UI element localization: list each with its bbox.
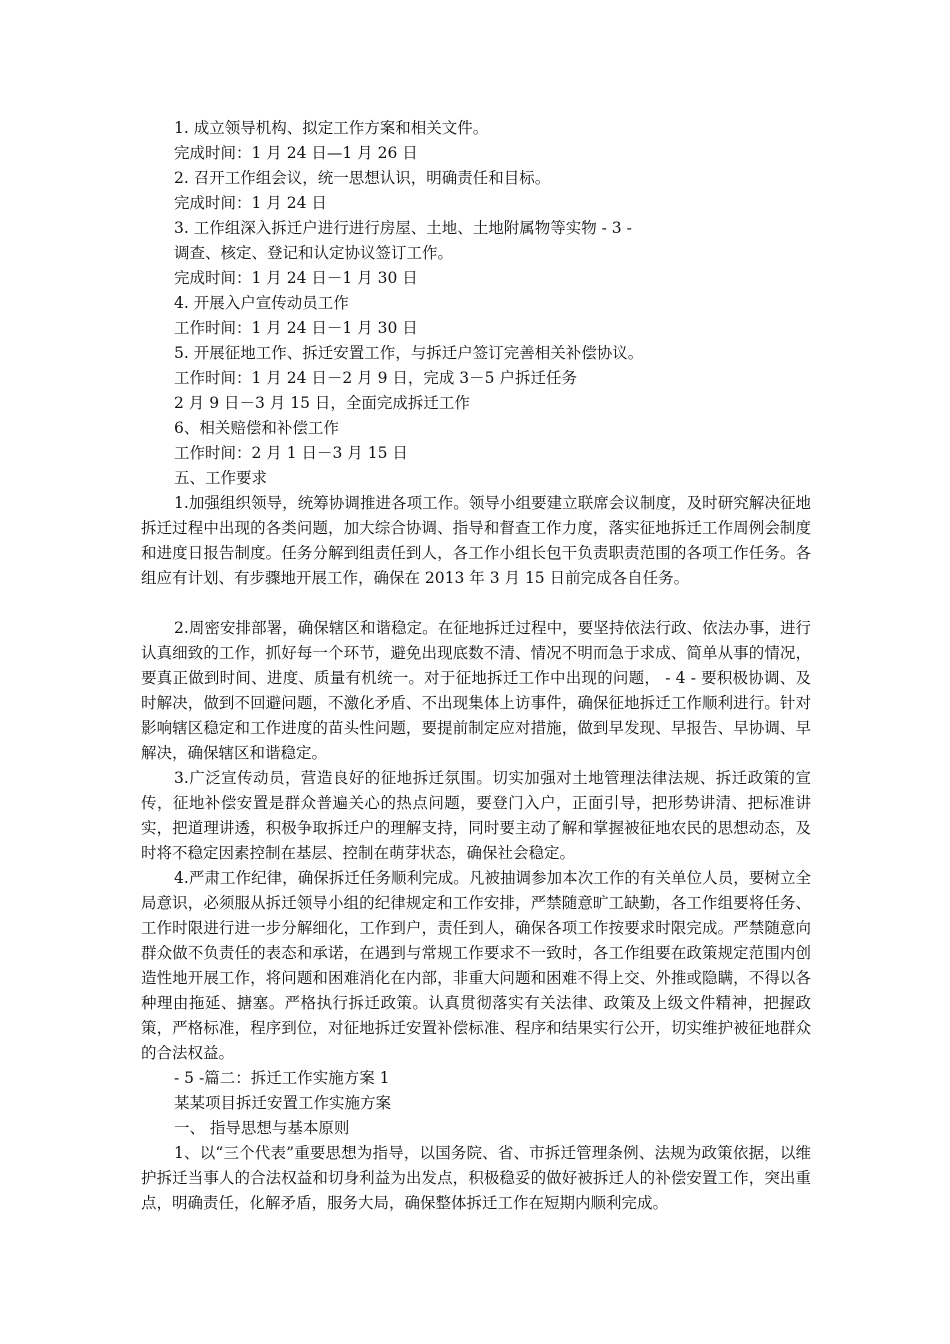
paragraph-requirement-1: 1.加强组织领导，统筹协调推进各项工作。领导小组要建立联席会议制度，及时研究解决征地拆迁过程中出现的各类问题，加大综合协调、指导和督查工作力度，落实征地拆迁工作周例会制度和进度日报告制度。任务分解到组责任到人，各工作小组长包干负责职责范围的各项工作任务。各组应有计划、有步骤地开展工作，确保在 2013 年 3 月 15 日前完成各自任务。 <box>141 494 811 587</box>
list-line: 完成时间：1 月 24 日－1 月 30 日 <box>174 269 418 287</box>
list-line: 工作时间：2 月 1 日－3 月 15 日 <box>174 444 408 462</box>
list-line: 5. 开展征地工作、拆迁安置工作，与拆迁户签订完善相关补偿协议。 <box>174 344 644 362</box>
paragraph-guiding-principle: 1、以“三个代表”重要思想为指导，以国务院、省、市拆迁管理条例、法规为政策依据，以维护拆迁当事人的合法权益和切身利益为出发点，积极稳妥的做好被拆迁人的补偿安置工作，突出重点，明确责任，化解矛盾，服务大局，确保整体拆迁工作在短期内顺利完成。 <box>141 1144 811 1212</box>
page-footer-and-title: - 5 -篇二：拆迁工作实施方案 1 <box>174 1069 390 1087</box>
list-line: 完成时间：1 月 24 日—1 月 26 日 <box>174 144 418 162</box>
section-heading: 一、 指导思想与基本原则 <box>174 1119 350 1137</box>
list-line: 2. 召开工作组会议，统一思想认识，明确责任和目标。 <box>174 169 551 187</box>
list-line: 1. 成立领导机构、拟定工作方案和相关文件。 <box>174 119 489 137</box>
list-line: 3. 工作组深入拆迁户进行进行房屋、土地、土地附属物等实物 - 3 - <box>174 219 632 237</box>
paragraph-requirement-4: 4.严肃工作纪律，确保拆迁任务顺利完成。凡被抽调参加本次工作的有关单位人员，要树立全局意识，必须服从拆迁领导小组的纪律规定和工作安排，严禁随意旷工缺勤，各工作组要将任务、工作时限进行进一步分解细化，工作到户，责任到人，确保各项工作按要求时限完成。严禁随意向群众做不负责任的表态和承诺，在遇到与常规工作要求不一致时，各工作组要在政策规定范围内创造性地开展工作，将问题和困难消化在内部，非重大问题和困难不得上交、外推或隐瞒，不得以各种理由拖延、搪塞。严格执行拆迁政策。认真贯彻落实有关法律、政策及上级文件精神，把握政策，严格标准，程序到位，对征地拆迁安置补偿标准、程序和结果实行公开，切实维护被征地群众的合法权益。 <box>141 869 811 1062</box>
list-line: 工作时间：1 月 24 日－1 月 30 日 <box>174 319 418 337</box>
list-line: 调查、核定、登记和认定协议签订工作。 <box>174 244 454 262</box>
document-title: 某某项目拆迁安置工作实施方案 <box>174 1094 392 1112</box>
list-line: 6、相关赔偿和补偿工作 <box>174 419 339 437</box>
list-line: 2 月 9 日－3 月 15 日，全面完成拆迁工作 <box>174 394 470 412</box>
paragraph-requirement-3: 3.广泛宣传动员，营造良好的征地拆迁氛围。切实加强对土地管理法律法规、拆迁政策的宣传，征地补偿安置是群众普遍关心的热点问题，要登门入户，正面引导，把形势讲清、把标准讲实，把道理讲透，积极争取拆迁户的理解支持，同时要主动了解和掌握被征地农民的思想动态，及时将不稳定因素控制在基层、控制在萌芽状态，确保社会稳定。 <box>141 769 811 862</box>
list-line: 工作时间：1 月 24 日－2 月 9 日，完成 3－5 户拆迁任务 <box>174 369 577 387</box>
section-heading: 五、工作要求 <box>174 469 268 487</box>
paragraph-requirement-2: 2.周密安排部署，确保辖区和谐稳定。在征地拆迁过程中，要坚持依法行政、依法办事，进行认真细致的工作，抓好每一个环节，避免出现底数不清、情况不明而急于求成、简单从事的情况，要真正做到时间、进度、质量有机统一。对于征地拆迁工作中出现的问题， - 4 - 要积极协调、及时解决，做到不回避问题，不激化矛盾、不出现集体上访事件，确保征地拆迁工作顺利进行。针对影响辖区稳定和工作进度的苗头性问题，要提前制定应对措施，做到早发现、早报告、早协调、早解决，确保辖区和谐稳定。 <box>141 619 811 762</box>
list-line: 4. 开展入户宣传动员工作 <box>174 294 349 312</box>
list-line: 完成时间：1 月 24 日 <box>174 194 327 212</box>
